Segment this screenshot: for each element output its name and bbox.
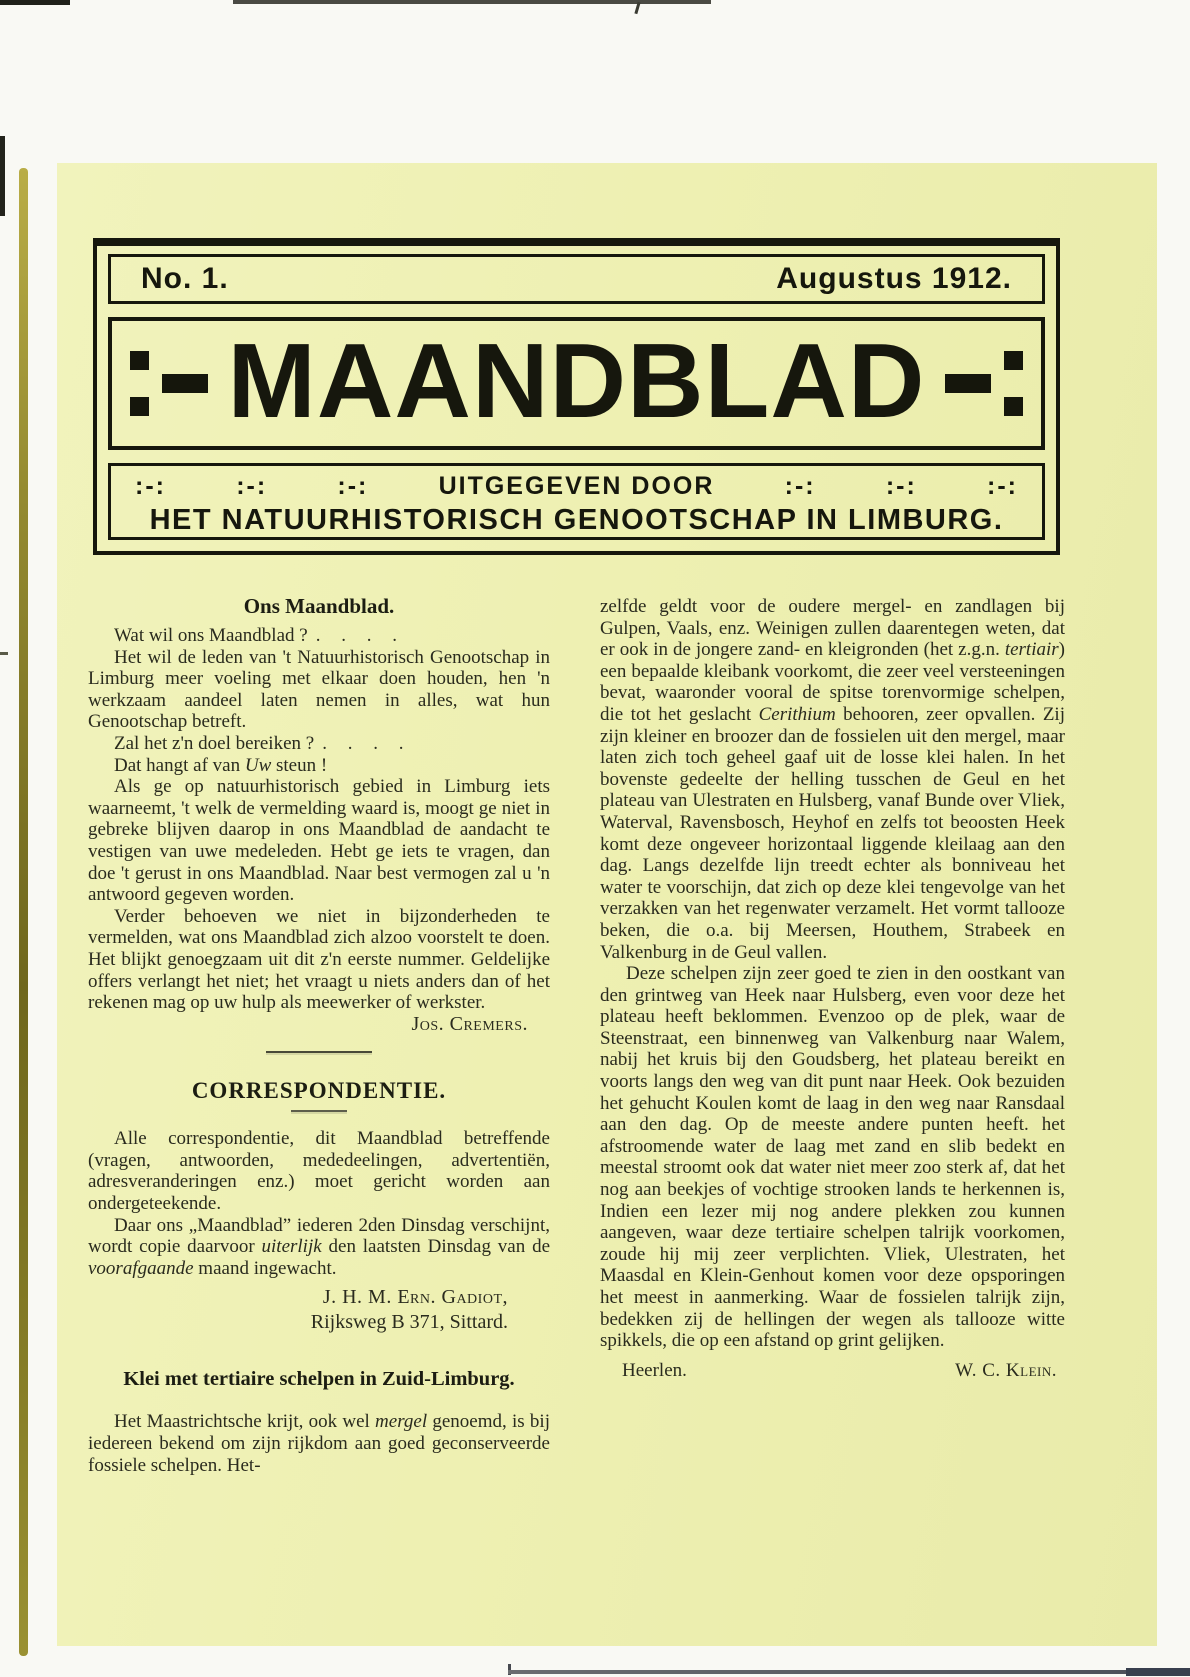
publisher-box — [108, 463, 1045, 540]
section-divider — [266, 1051, 372, 1055]
title-box — [108, 317, 1045, 450]
dash-ornament — [162, 374, 208, 393]
issue-number: No. 1. — [141, 262, 229, 295]
left-column — [88, 594, 550, 1476]
editor-address: Rijksweg B 371, Sittard. — [310, 1311, 508, 1334]
article-footer — [600, 1360, 1065, 1382]
author-signature: W. C. Klein. — [955, 1359, 1057, 1381]
heading-underline — [291, 1110, 347, 1114]
paragraph: Wat wil ons Maandblad ? . . . . — [114, 625, 399, 646]
ornament: :-: — [784, 472, 816, 500]
ornament: :-: — [135, 472, 166, 500]
place-name: Heerlen. — [622, 1359, 687, 1381]
scanned-page — [57, 163, 1157, 1646]
masthead-frame — [93, 238, 1060, 555]
editor-signature — [88, 1285, 550, 1335]
scan-edge-mark — [0, 652, 8, 655]
ornament: :-: — [236, 472, 268, 500]
right-column — [600, 596, 1065, 1381]
dash-ornament — [945, 374, 991, 393]
colon-ornament — [1004, 351, 1023, 416]
colon-dash-ornament — [130, 351, 208, 416]
scan-edge-mark — [0, 136, 5, 216]
colon-ornament — [130, 351, 149, 416]
author-signature: Jos. Cremers. — [411, 1012, 528, 1035]
paragraph: Het wil de leden van 't Natuurhistorisch Genootschap in Limburg meer voeling met elkaar doen houden, hen 'n werkzaam aandeel laten nemen in alles, wat hun Genootschap betreft. — [88, 646, 550, 733]
paragraph: Dat hangt af van Uw steun ! — [114, 754, 328, 776]
ornament: :-: — [885, 472, 917, 500]
scan-edge-mark — [1126, 1668, 1190, 1676]
paragraph: Zal het z'n doel bereiken ? . . . . — [114, 732, 406, 754]
published-by-label: UITGEGEVEN DOOR — [438, 472, 715, 500]
paragraph: Alle correspondentie, dit Maandblad betreffende (vragen, antwoorden, mededeelingen, advertentiën, adresveranderingen enz.) moet gericht worden aan ondergeteekende. — [88, 1128, 550, 1215]
publisher-name: HET NATUURHISTORISCH GENOOTSCHAP IN LIMBURG. — [149, 504, 1004, 536]
article-heading: Ons Maandblad. — [243, 594, 395, 618]
paragraph: Verder behoeven we niet in bijzonderheden te vermelden, wat ons Maandblad zich alzoo voorstelt te doen. Het blijkt genoegzaam uit dit z'n eerste nummer. Geldelijke offers verlangt het niet; het vraagt u niets anders dan of het rekenen mag op uw hulp als meewerker of werkster. — [88, 905, 550, 1014]
published-by-row — [135, 470, 1018, 502]
dash-colon-ornament — [945, 351, 1023, 416]
page-edge-streak — [19, 168, 28, 1656]
article-heading: Klei met tertiaire schelpen in Zuid-Limburg. — [123, 1368, 515, 1391]
ornament: :-: — [987, 472, 1018, 500]
page-title: MAANDBLAD — [227, 321, 926, 440]
paragraph: Als ge op natuurhistorisch gebied in Limburg iets waarneemt, 't welk de vermelding waard is, moogt ge niet in gebreke blijven daarop in ons Maandblad de aandacht te vestigen van uwe medeleden. Hebt ge iets te vragen, dan doe 't gerust in ons Maandblad. Naar best vermogen zal u 'n antwoord gegeven worden. — [88, 776, 550, 906]
paragraph: zelfde geldt voor de oudere mergel- en zandlagen bij Gulpen, Vaals, enz. Weinigen zullen daarentegen weten, dat er ook in de jongere zand- en kleigronden (het z.g.n. tertiair) een bepaalde kleibank voorkomt, die zeer veel versteeningen bevat, waaronder vooral de spitse torenvormige schelpen, die tot het geslacht Cerithium behooren, zeer opvallen. Zij zijn kleiner en broozer dan de fossielen uit den mergel, maar laten zich toch geheel gaaf uit de losse klei halen. In het bovenste gedeelte der helling tusschen de Geul en het plateau van Ulestraten en Hulsberg, vanaf Bunde over Vliek, Waterval, Ravensbosch, Heyhof en zelfs tot beoosten Heek komt deze ongeveer horizontaal liggende kleilaag aan den dag. Langs dezelfde lijn treedt echter als bonniveau het water te voorschijn, dat zich op deze klei tengevolge van het verzakken van het regenwater verzamelt. Het vormt tallooze beken, die o.a. bij Meersen, Houthem, Strabeek en Valkenburg in de Geul vallen. — [600, 596, 1065, 963]
issue-date: Augustus 1912. — [776, 262, 1012, 295]
issue-date-box — [108, 254, 1045, 304]
scan-edge-mark — [0, 0, 70, 5]
article-heading: CORRESPONDENTIE. — [191, 1078, 447, 1104]
paragraph: Het Maastrichtsche krijt, ook wel mergel genoemd, is bij iedereen bekend om zijn rijkdom aan goed geconserveerde fossiele schelpen. Het- — [88, 1411, 550, 1476]
paragraph: Deze schelpen zijn zeer goed te zien in den oostkant van den grintweg van Heek naar Hulsberg, even voor deze het plateau heeft beklommen. Evenzoo op de plek, waar de Steenstraat, een binnenweg van Valkenburg naar Walem, nabij het kruis bij den Goudsberg, het plateau bereikt en voorts langs den weg van dit punt naar Heek. Ook bezuiden het gehucht Koulen komt de laag in den weg naar Ransdaal aan den dag. Op de meeste andere punten heeft. het afstroomende water de laag met zand en slib bedekt en meestal stroomt ook dat water niet meer zoo sterk af, dat het nog aan beekjes of vochtige strooken lands te herkennen is, Indien een lezer mij nog andere plekken zou kunnen aangeven, waar deze tertiaire schelpen talrijk voorkomen, zoude hij mij zeer verplichten. Vliek, Ulestraten, het Maasdal en Klein-Genhout komen voor deze opsporingen het meest in aanmerking. Waar de fossielen talrijk zijn, bedekken zij de hellingen der wegen als tallooze witte spikkels, die op een afstand op grint gelijken. — [600, 963, 1065, 1352]
dot-leader: . . . . — [322, 732, 406, 754]
dot-leader: . . . . — [315, 625, 399, 646]
paragraph: Daar ons „Maandblad” iederen 2den Dinsdag verschijnt, wordt copie daarvoor uiterlijk den laatsten Dinsdag van de voorafgaande maand ingewacht. — [88, 1214, 551, 1279]
scan-edge-mark — [508, 1670, 1190, 1674]
editor-name: J. H. M. Ern. Gadiot, — [322, 1286, 508, 1309]
ornament: :-: — [337, 472, 369, 500]
